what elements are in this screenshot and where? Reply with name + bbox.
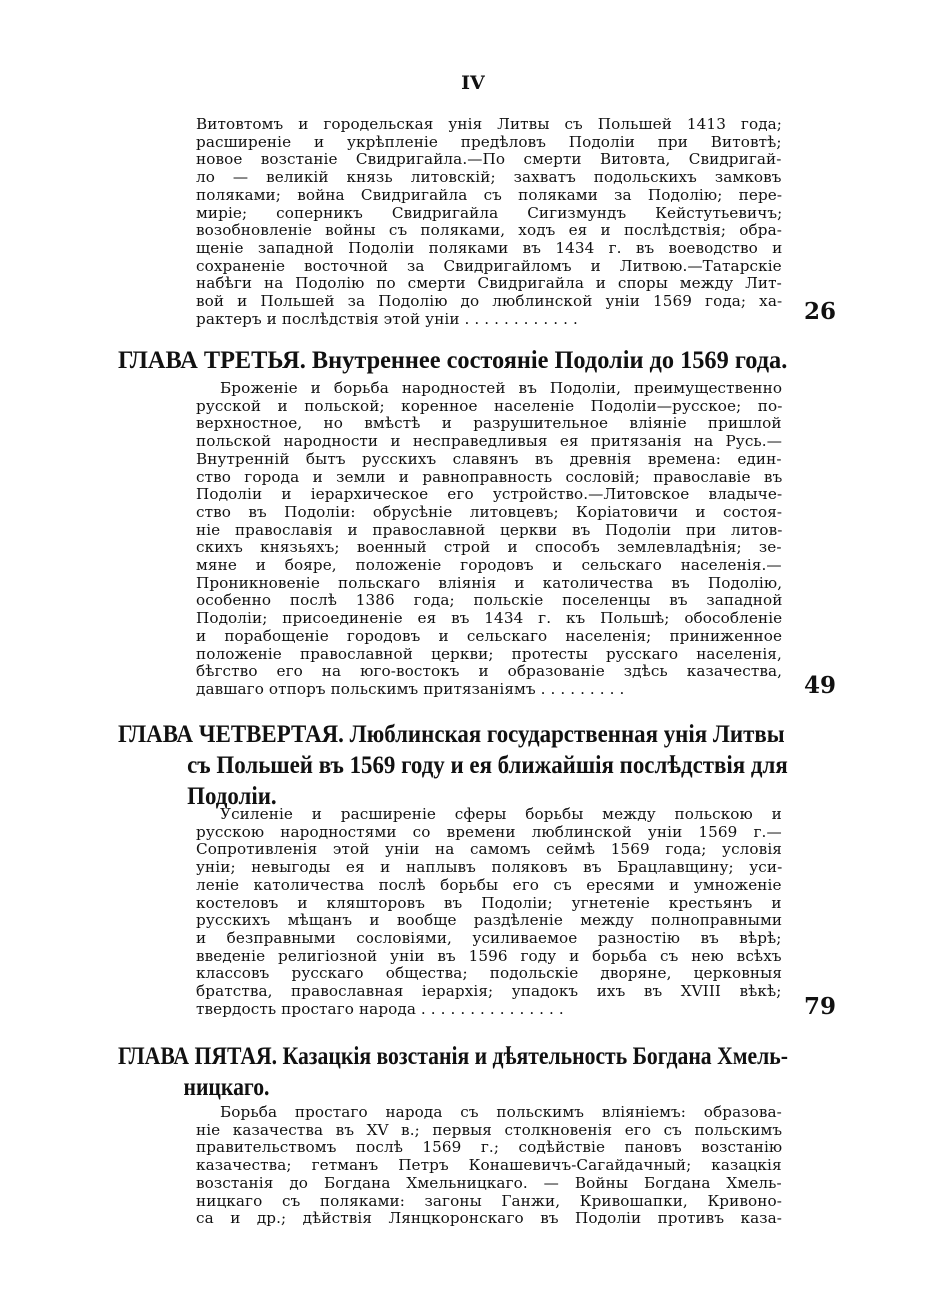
summary-line: миріе; соперникъ Свидригайла Сигизмундъ Кейстутьевичъ;	[196, 204, 782, 222]
summary-line: набѣги на Подолію по смерти Свидригайла и споры между Лит-	[196, 275, 782, 293]
chapter-label: ГЛАВА ТРЕТЬЯ.	[118, 345, 306, 374]
summary-line: ніе казачества въ XV в.; первыя столкновенія его съ польскимъ	[196, 1121, 782, 1139]
chapter-heading	[118, 718, 788, 811]
summary-line: особенно послѣ 1386 года; польскіе поселенцы въ западной	[196, 592, 782, 610]
chapter-title: Внутреннее состояніе Подоліи до 1569 года.	[311, 345, 788, 374]
summary-line: уніи; невыгоды ея и наплывъ поляковъ въ Брацлавщину; уси-	[196, 859, 782, 877]
chapter-label: ГЛАВА ПЯТАЯ.	[118, 1041, 278, 1070]
summary-line: Внутренній бытъ русскихъ славянъ въ древнія времена: един-	[196, 450, 782, 468]
summary-line: Сопротивленія этой уніи на самомъ сеймѣ 1569 года; условія	[196, 841, 782, 859]
summary-line: новое возстаніе Свидригайла.—По смерти Витовта, Свидригай-	[196, 151, 782, 169]
summary-line: давшаго отпоръ польскимъ притязаніямъ . . . . . . . . .	[196, 680, 625, 698]
chapter-title: Подоліи.	[187, 781, 277, 810]
summary-line: Проникновеніе польскаго вліянія и католичества въ Подолію,	[196, 574, 782, 592]
chapter-title: Люблинская государственная унія Литвы	[349, 719, 785, 748]
summary-line: ство города и земли и равноправность сословій; православіе въ	[196, 468, 782, 486]
summary-line: и безправными сословіями, усиливаемое разностію въ вѣрѣ;	[196, 929, 782, 947]
chapter-title: Казацкія возстанія и дѣятельность Богдана Хмель-	[282, 1041, 788, 1070]
chapter-heading	[118, 344, 788, 375]
summary-line: классовъ русскаго общества; подольскіе дворяне, церковныя	[196, 965, 782, 983]
summary-line: возстанія до Богдана Хмельницкаго. — Войны Богдана Хмель-	[196, 1174, 782, 1192]
summary-line: русскихъ мѣщанъ и вообще раздѣленіе между полноправными	[196, 912, 782, 930]
summary-line: русскою народностями со времени люблинской уніи 1569 г.—	[196, 823, 782, 841]
summary-line: русской и польской; коренное населеніе Подоліи—русское; по-	[196, 397, 782, 415]
summary-line: верхностное, но вмѣстѣ и разрушительное вліяніе пришлой	[196, 415, 782, 433]
summary-line: Подоліи; присоединеніе ея въ 1434 г. къ Польшѣ; обособленіе	[196, 610, 782, 628]
summary-line: щеніе западной Подоліи поляками въ 1434 г. въ воеводство и	[196, 239, 782, 257]
summary-line: ницкаго съ поляками: загоны Ганжи, Кривошапки, Кривоно-	[196, 1192, 782, 1210]
summary-line: мяне и бояре, положеніе городовъ и сельскаго населенія.—	[196, 557, 782, 575]
intro-summary	[196, 116, 782, 328]
summary-line: са и др.; дѣйствія Лянцкоронскаго въ Подоліи противъ каза-	[196, 1210, 782, 1228]
chapter-summary	[196, 380, 782, 699]
summary-line: расширеніе и укрѣпленіе предѣловъ Подоліи при Витовтѣ;	[196, 133, 782, 151]
chapter-title: ницкаго.	[183, 1072, 270, 1101]
page-reference: 79	[803, 993, 836, 1020]
summary-line: сохраненіе восточной за Свидригайломъ и Литвою.—Татарскіе	[196, 257, 782, 275]
summary-line: положеніе православной церкви; протесты русскаго населенія,	[196, 645, 782, 663]
summary-line: правительствомъ послѣ 1569 г.; содѣйствіе пановъ возстанію	[196, 1139, 782, 1157]
page-reference: 49	[803, 672, 836, 699]
summary-line: введеніе религіозной уніи въ 1596 году и борьба съ нею всѣхъ	[196, 947, 782, 965]
summary-line: вой и Польшей за Подолію до люблинской уніи 1569 года; ха-	[196, 293, 782, 311]
summary-line: леніе католичества послѣ борьбы его съ ересями и умноженіе	[196, 876, 782, 894]
page-reference: 26	[803, 298, 836, 325]
chapter-heading	[118, 1040, 788, 1102]
summary-line: поляками; война Свидригайла съ поляками за Подолію; пере-	[196, 186, 782, 204]
summary-line: Броженіе и борьба народностей въ Подоліи, преимущественно	[220, 380, 782, 397]
summary-line: возобновленіе войны съ поляками, ходъ ея и послѣдствія; обра-	[196, 222, 782, 240]
summary-line: скихъ князьяхъ; военный строй и способъ землевладѣнія; зе-	[196, 539, 782, 557]
summary-line: костеловъ и кляшторовъ въ Подоліи; угнетеніе крестьянъ и	[196, 894, 782, 912]
summary-line: братства, православная іерархія; упадокъ ихъ въ XVIII вѣкѣ;	[196, 983, 782, 1001]
chapter-title: съ Польшей въ 1569 году и ея ближайшія послѣдствія для	[187, 750, 788, 779]
summary-line: твердость простаго народа . . . . . . . . . . . . . . .	[196, 1000, 564, 1018]
summary-line: рактеръ и послѣдствія этой уніи . . . . . . . . . . . .	[196, 310, 578, 328]
chapter-summary	[196, 1104, 782, 1228]
summary-line: Витовтомъ и городельская унія Литвы съ Польшей 1413 года;	[196, 116, 782, 133]
chapter-label: ГЛАВА ЧЕТВЕРТАЯ.	[118, 719, 344, 748]
summary-line: ство въ Подоліи: обрусѣніе литовцевъ; Коріатовичи и состоя-	[196, 503, 782, 521]
chapter-summary	[196, 806, 782, 1018]
summary-line: ніе православія и православной церкви въ Подоліи при литов-	[196, 521, 782, 539]
summary-line: казачества; гетманъ Петръ Конашевичъ-Сагайдачный; казацкія	[196, 1157, 782, 1175]
summary-line: Борьба простаго народа съ польскимъ вліяніемъ: образова-	[220, 1104, 782, 1121]
summary-line: бѣгство его на юго-востокъ и образованіе здѣсь казачества,	[196, 663, 782, 681]
summary-line: и порабощеніе городовъ и сельскаго населенія; приниженное	[196, 627, 782, 645]
summary-line: Усиленіе и расширеніе сферы борьбы между польскою и	[220, 806, 782, 823]
page-number: IV	[461, 72, 485, 94]
summary-line: Подоліи и іерархическое его устройство.—Литовское владыче-	[196, 486, 782, 504]
summary-line: польской народности и несправедливыя ея притязанія на Русь.—	[196, 433, 782, 451]
summary-line: ло — великій князь литовскій; захватъ подольскихъ замковъ	[196, 169, 782, 187]
